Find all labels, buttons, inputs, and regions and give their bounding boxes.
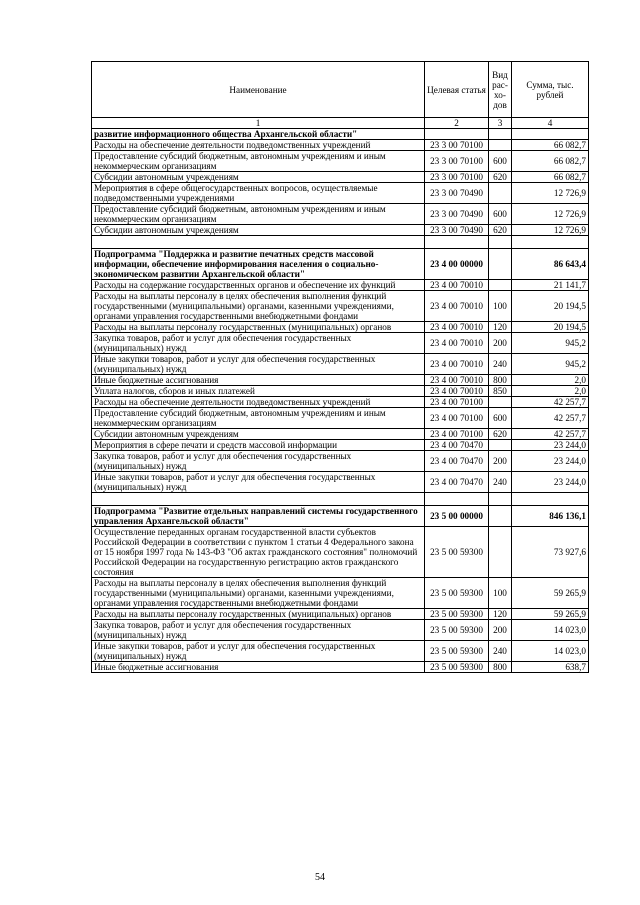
row-name-cell: Расходы на обеспечение деятельности подведомственных учреждений: [92, 140, 425, 151]
row-type-cell: 620: [489, 429, 512, 440]
row-code-cell: 23 4 00 70010: [425, 291, 489, 322]
row-code-cell: 23 5 00 59300: [425, 662, 489, 673]
table-row: [92, 151, 589, 172]
row-code-cell: 23 3 00 70100: [425, 151, 489, 172]
row-type-cell: [489, 493, 512, 506]
table-row: [92, 408, 589, 429]
row-sum-cell: 86 643,4: [512, 249, 589, 280]
row-sum-cell: 42 257,7: [512, 397, 589, 408]
row-name-cell: Закупка товаров, работ и услуг для обеспечения государственных (муниципальных) нужд: [92, 451, 425, 472]
row-type-cell: 620: [489, 225, 512, 236]
row-name-cell: Субсидии автономным учреждениям: [92, 172, 425, 183]
row-sum-cell: 23 244,0: [512, 440, 589, 451]
row-type-cell: 120: [489, 322, 512, 333]
row-name-cell: Расходы на выплаты персоналу в целях обеспечения выполнения функций государственными (муниципальными) органами, казенными учреждениями, органами управления государственными внебюджетными фондами: [92, 291, 425, 322]
row-sum-cell: 66 082,7: [512, 140, 589, 151]
row-code-cell: 23 4 00 70010: [425, 375, 489, 386]
row-sum-cell: 2,0: [512, 375, 589, 386]
row-type-cell: 600: [489, 151, 512, 172]
row-type-cell: 240: [489, 354, 512, 375]
row-sum-cell: 945,2: [512, 354, 589, 375]
row-sum-cell: [512, 129, 589, 140]
table-row: [92, 641, 589, 662]
row-code-cell: 23 5 00 59300: [425, 641, 489, 662]
table-row: [92, 440, 589, 451]
table-row: [92, 333, 589, 354]
row-type-cell: 620: [489, 172, 512, 183]
table-row: [92, 172, 589, 183]
subprogram-row: [92, 506, 589, 527]
row-code-cell: 23 3 00 70490: [425, 204, 489, 225]
row-sum-cell: 945,2: [512, 333, 589, 354]
row-code-cell: 23 4 00 70100: [425, 429, 489, 440]
row-sum-cell: 42 257,7: [512, 408, 589, 429]
row-type-cell: [489, 440, 512, 451]
table-row: [92, 429, 589, 440]
row-name-cell: Субсидии автономным учреждениям: [92, 429, 425, 440]
table-row: [92, 140, 589, 151]
row-sum-cell: [512, 236, 589, 249]
table-row: [92, 397, 589, 408]
row-name-cell: Предоставление субсидий бюджетным, автономным учреждениям и иным некоммерческим организациям: [92, 408, 425, 429]
subprogram-row: [92, 129, 589, 140]
header-name: Наименование: [92, 62, 425, 118]
row-type-cell: 240: [489, 641, 512, 662]
table-row: [92, 225, 589, 236]
row-type-cell: [489, 506, 512, 527]
row-sum-cell: 12 726,9: [512, 204, 589, 225]
table-row: [92, 451, 589, 472]
row-name-cell: Иные бюджетные ассигнования: [92, 662, 425, 673]
row-name-cell: Подпрограмма "Поддержка и развитие печатных средств массовой информации, обеспечение информирования населения о социально-экономическом развитии Архангельской области": [92, 249, 425, 280]
row-code-cell: 23 4 00 70010: [425, 280, 489, 291]
budget-table: [91, 61, 589, 673]
table-row: [92, 609, 589, 620]
table-row: [92, 280, 589, 291]
column-number-row: [92, 118, 589, 129]
row-name-cell: Расходы на содержание государственных органов и обеспечение их функций: [92, 280, 425, 291]
table-row: [92, 578, 589, 609]
table-row: [92, 291, 589, 322]
row-sum-cell: 42 257,7: [512, 429, 589, 440]
row-type-cell: 600: [489, 204, 512, 225]
row-code-cell: 23 4 00 70100: [425, 408, 489, 429]
row-code-cell: 23 4 00 70470: [425, 451, 489, 472]
row-code-cell: 23 3 00 70490: [425, 183, 489, 204]
row-name-cell: Закупка товаров, работ и услуг для обеспечения государственных (муниципальных) нужд: [92, 333, 425, 354]
row-code-cell: [425, 236, 489, 249]
row-code-cell: [425, 493, 489, 506]
row-name-cell: развитие информационного общества Архангельской области": [92, 129, 425, 140]
table-row: [92, 472, 589, 493]
row-type-cell: 600: [489, 408, 512, 429]
row-name-cell: Уплата налогов, сборов и иных платежей: [92, 386, 425, 397]
column-number: 1: [92, 118, 425, 129]
row-name-cell: Иные закупки товаров, работ и услуг для обеспечения государственных (муниципальных) нужд: [92, 641, 425, 662]
row-code-cell: 23 5 00 59300: [425, 578, 489, 609]
row-code-cell: 23 3 00 70490: [425, 225, 489, 236]
row-type-cell: 200: [489, 451, 512, 472]
row-code-cell: 23 3 00 70100: [425, 172, 489, 183]
row-type-cell: [489, 249, 512, 280]
row-sum-cell: 66 082,7: [512, 151, 589, 172]
row-code-cell: [425, 129, 489, 140]
row-sum-cell: 12 726,9: [512, 183, 589, 204]
row-type-cell: [489, 527, 512, 578]
row-name-cell: Расходы на выплаты персоналу государственных (муниципальных) органов: [92, 322, 425, 333]
column-number: 2: [425, 118, 489, 129]
header-code: Целевая статья: [425, 62, 489, 118]
row-sum-cell: 14 023,0: [512, 620, 589, 641]
table-row: [92, 527, 589, 578]
row-code-cell: 23 4 00 70470: [425, 472, 489, 493]
table-row: [92, 354, 589, 375]
column-number: 3: [489, 118, 512, 129]
row-name-cell: Расходы на выплаты персоналу в целях обеспечения выполнения функций государственными (муниципальными) органами, казенными учреждениями, органами управления государственными внебюджетными фондами: [92, 578, 425, 609]
row-sum-cell: 2,0: [512, 386, 589, 397]
table-header-row: [92, 62, 589, 118]
row-name-cell: [92, 236, 425, 249]
row-sum-cell: 59 265,9: [512, 578, 589, 609]
row-name-cell: Расходы на обеспечение деятельности подведомственных учреждений: [92, 397, 425, 408]
row-type-cell: 120: [489, 609, 512, 620]
row-name-cell: Закупка товаров, работ и услуг для обеспечения государственных (муниципальных) нужд: [92, 620, 425, 641]
table-row: [92, 386, 589, 397]
row-name-cell: Иные закупки товаров, работ и услуг для обеспечения государственных (муниципальных) нужд: [92, 472, 425, 493]
row-code-cell: 23 4 00 70010: [425, 354, 489, 375]
table-row: [92, 662, 589, 673]
row-name-cell: Расходы на выплаты персоналу государственных (муниципальных) органов: [92, 609, 425, 620]
row-type-cell: 240: [489, 472, 512, 493]
row-sum-cell: 23 244,0: [512, 451, 589, 472]
row-sum-cell: 20 194,5: [512, 322, 589, 333]
row-code-cell: 23 4 00 70100: [425, 397, 489, 408]
table-row: [92, 204, 589, 225]
row-code-cell: 23 4 00 70470: [425, 440, 489, 451]
row-code-cell: 23 5 00 59300: [425, 620, 489, 641]
table-body: [92, 129, 589, 673]
row-code-cell: 23 5 00 59300: [425, 609, 489, 620]
row-name-cell: Субсидии автономным учреждениям: [92, 225, 425, 236]
row-type-cell: 850: [489, 386, 512, 397]
row-name-cell: Предоставление субсидий бюджетным, автономным учреждениям и иным некоммерческим организациям: [92, 151, 425, 172]
row-sum-cell: 59 265,9: [512, 609, 589, 620]
table-row: [92, 183, 589, 204]
row-type-cell: 100: [489, 291, 512, 322]
row-sum-cell: [512, 493, 589, 506]
row-sum-cell: 14 023,0: [512, 641, 589, 662]
row-sum-cell: 21 141,7: [512, 280, 589, 291]
row-type-cell: 200: [489, 620, 512, 641]
header-type: Вид рас-хо-дов: [489, 62, 512, 118]
row-code-cell: 23 3 00 70100: [425, 140, 489, 151]
spacer-row: [92, 236, 589, 249]
row-name-cell: Осуществление переданных органам государственной власти субъектов Российской Федерации в соответствии с пунктом 1 статьи 4 Федерального закона от 15 ноября 1997 года № 143-ФЗ "Об актах гражданского состояния" полномочий Российской Федерации на государственную регистрацию актов гражданского состояния: [92, 527, 425, 578]
row-name-cell: Предоставление субсидий бюджетным, автономным учреждениям и иным некоммерческим организациям: [92, 204, 425, 225]
row-sum-cell: 73 927,6: [512, 527, 589, 578]
subprogram-row: [92, 249, 589, 280]
row-code-cell: 23 4 00 00000: [425, 249, 489, 280]
row-type-cell: [489, 183, 512, 204]
row-name-cell: Иные закупки товаров, работ и услуг для обеспечения государственных (муниципальных) нужд: [92, 354, 425, 375]
row-type-cell: 200: [489, 333, 512, 354]
row-sum-cell: 846 136,1: [512, 506, 589, 527]
row-name-cell: [92, 493, 425, 506]
row-code-cell: 23 4 00 70010: [425, 333, 489, 354]
row-name-cell: Подпрограмма "Развитие отдельных направлений системы государственного управления Архангельской области": [92, 506, 425, 527]
row-type-cell: [489, 280, 512, 291]
row-name-cell: Мероприятия в сфере печати и средств массовой информации: [92, 440, 425, 451]
row-sum-cell: 12 726,9: [512, 225, 589, 236]
row-type-cell: 100: [489, 578, 512, 609]
row-sum-cell: 66 082,7: [512, 172, 589, 183]
row-code-cell: 23 5 00 59300: [425, 527, 489, 578]
spacer-row: [92, 493, 589, 506]
row-type-cell: 800: [489, 375, 512, 386]
row-sum-cell: 23 244,0: [512, 472, 589, 493]
row-code-cell: 23 4 00 70010: [425, 386, 489, 397]
row-type-cell: [489, 140, 512, 151]
row-type-cell: [489, 236, 512, 249]
row-type-cell: 800: [489, 662, 512, 673]
row-name-cell: Иные бюджетные ассигнования: [92, 375, 425, 386]
table-row: [92, 375, 589, 386]
row-type-cell: [489, 129, 512, 140]
row-sum-cell: 20 194,5: [512, 291, 589, 322]
row-code-cell: 23 5 00 00000: [425, 506, 489, 527]
header-sum: Сумма, тыс. рублей: [512, 62, 589, 118]
row-type-cell: [489, 397, 512, 408]
row-sum-cell: 638,7: [512, 662, 589, 673]
row-name-cell: Мероприятия в сфере общегосударственных вопросов, осуществляемые подведомственными учреждениями: [92, 183, 425, 204]
page-number: 54: [315, 872, 325, 883]
table-row: [92, 322, 589, 333]
table-row: [92, 620, 589, 641]
column-number: 4: [512, 118, 589, 129]
row-code-cell: 23 4 00 70010: [425, 322, 489, 333]
